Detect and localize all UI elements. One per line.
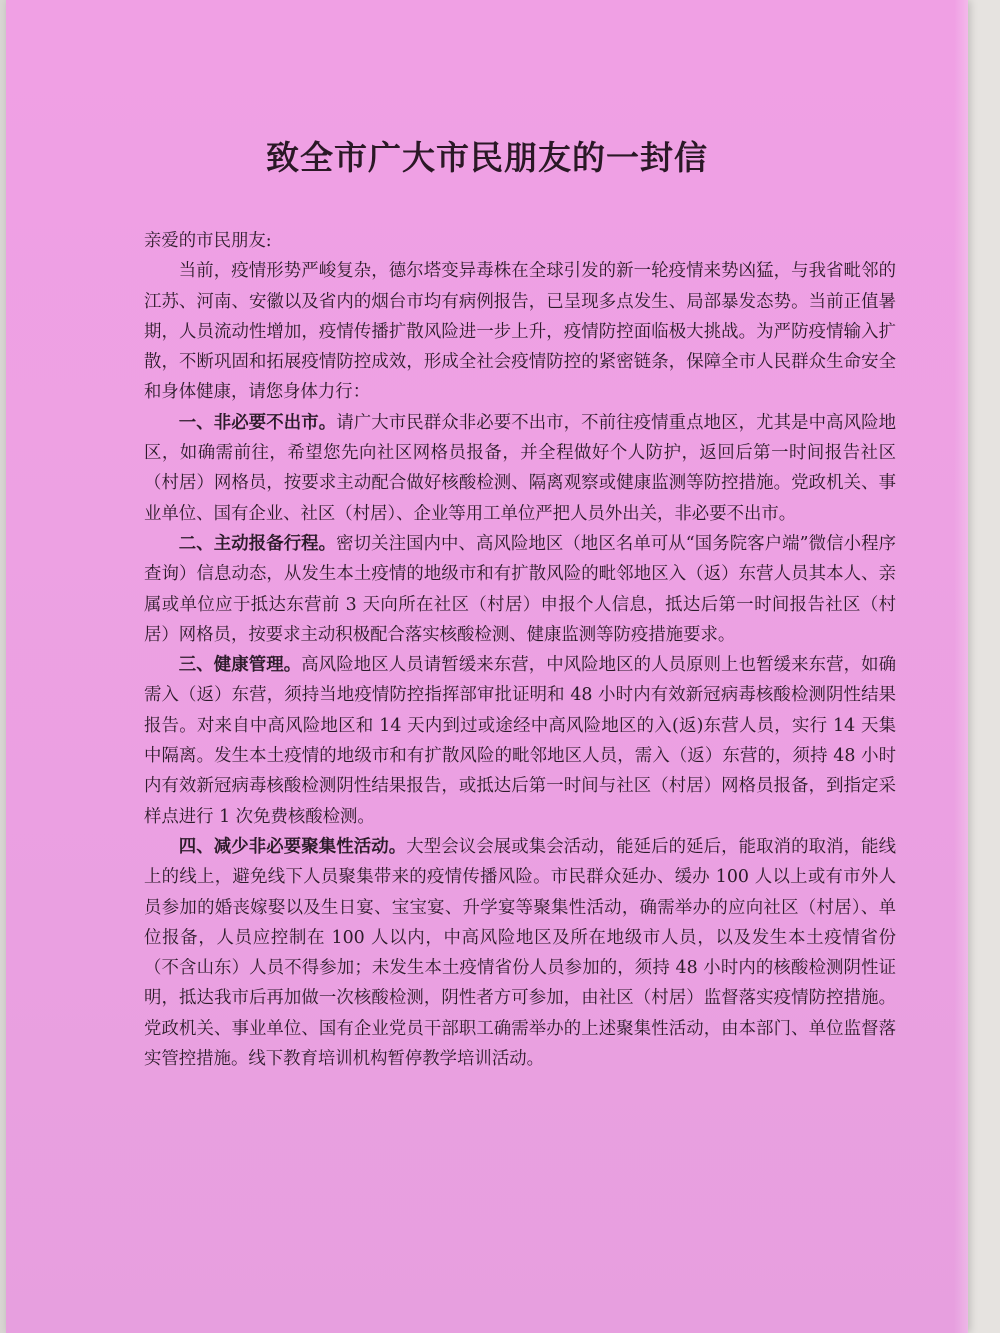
- section-4-heading: 四、减少非必要聚集性活动。: [178, 836, 407, 857]
- letter-title: 致全市广大市民朋友的一封信: [266, 138, 708, 177]
- section-2: [144, 529, 896, 650]
- section-3: [144, 650, 896, 832]
- letter-body: [144, 226, 896, 1074]
- section-2-heading: 二、主动报备行程。: [178, 533, 337, 554]
- section-4-text: 大型会议会展或集会活动，能延后的延后，能取消的取消，能线上的线上，避免线下人员聚集带来的疫情传播风险。市民群众延办、缓办 100 人以上或有市外人员参加的婚丧嫁娶以及生日宴、宝宝宴、升学宴等聚集性活动，确需举办的应向社区（村居）、单位报备，人员应控制在 100 人以内，中高风险地区及所在地级市人员，以及发生本土疫情省份（不含山东）人员不得参加；未发生本土疫情省份人员参加的，须持 48 小时内的核酸检测阴性证明，抵达我市后再加做一次核酸检测，阴性者方可参加，由社区（村居）监督落实疫情防控措施。党政机关、事业单位、国有企业党员干部职工确需举办的上述聚集性活动，由本部门、单位监督落实管控措施。线下教育培训机构暂停教学培训活动。: [144, 836, 896, 1070]
- paper-edge: [954, 0, 968, 1333]
- section-4: [144, 832, 896, 1074]
- section-3-heading: 三、健康管理。: [178, 655, 302, 676]
- section-1-text: 请广大市民群众非必要不出市，不前往疫情重点地区，尤其是中高风险地区，如确需前往，希望您先向社区网格员报备，并全程做好个人防护，返回后第一时间报告社区（村居）网格员，按要求主动配合做好核酸检测、隔离观察或健康监测等防控措施。党政机关、事业单位、国有企业、社区（村居）、企业等用工单位严把人员外出关，非必要不出市。: [144, 412, 896, 524]
- section-3-text: 高风险地区人员请暂缓来东营，中风险地区的人员原则上也暂缓来东营，如确需入（返）东营，须持当地疫情防控指挥部审批证明和 48 小时内有效新冠病毒核酸检测阴性结果报告。对来自中高风险地区和 14 天内到过或途经中高风险地区的入(返)东营人员，实行 14 天集中隔离。发生本土疫情的地级市和有扩散风险的毗邻地区人员，需入（返）东营的，须持 48 小时内有效新冠病毒核酸检测阴性结果报告，或抵达后第一时间与社区（村居）网格员报备，到指定采样点进行 1 次免费核酸检测。: [144, 655, 896, 827]
- section-1-heading: 一、非必要不出市。: [178, 412, 337, 433]
- letter-paper: [6, 0, 968, 1333]
- section-2-text: 密切关注国内中、高风险地区（地区名单可从“国务院客户端”微信小程序查询）信息动态，从发生本土疫情的地级市和有扩散风险的毗邻地区入（返）东营人员其本人、亲属或单位应于抵达东营前 3 天向所在社区（村居）申报个人信息，抵达后第一时间报告社区（村居）网格员，按要求主动积极配合落实核酸检测、健康监测等防疫措施要求。: [144, 533, 896, 645]
- salutation: 亲爱的市民朋友:: [144, 231, 272, 251]
- intro-paragraph: 当前，疫情形势严峻复杂，德尔塔变异毒株在全球引发的新一轮疫情来势凶猛，与我省毗邻的江苏、河南、安徽以及省内的烟台市均有病例报告，已呈现多点发生、局部暴发态势。当前正值暑期，人员流动性增加，疫情传播扩散风险进一步上升，疫情防控面临极大挑战。为严防疫情输入扩散，不断巩固和拓展疫情防控成效，形成全社会疫情防控的紧密链条，保障全市人民群众生命安全和身体健康，请您身体力行：: [144, 261, 896, 403]
- section-1: [144, 408, 896, 529]
